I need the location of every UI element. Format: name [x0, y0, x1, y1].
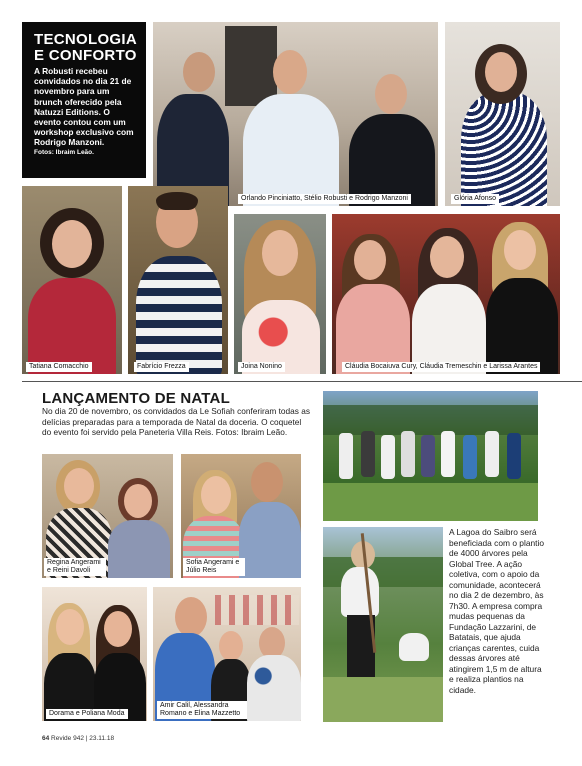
intro-text: A Robusti recebeu convidados no dia 21 de novembro para um brunch oferecido pela Natuzzi Editions. O evento contou com um workshop exclusivo com Rodrigo Manzoni.: [34, 66, 134, 148]
caption: Cláudia Bocaiuva Cury, Cláudia Tremeschin e Larissa Arantes: [342, 362, 540, 372]
caption: Amir Calil, Alessandra Romano e Elina Mazzetto: [157, 701, 247, 719]
photo-gloria: [445, 22, 560, 206]
section-divider: [22, 381, 582, 382]
caption: Tatiana Comacchio: [26, 362, 92, 372]
caption: Sofia Angerami e Júlio Reis: [183, 558, 245, 576]
photo-joina: [234, 214, 326, 374]
intro-box: [22, 22, 146, 178]
issue-date: 23.11.18: [89, 735, 115, 742]
photo-claudia-claudia-larissa: [332, 214, 560, 374]
section-body: No dia 20 de novembro, os convidados da Le Sofiah conferiram todas as delícias preparadas para a temporada de Natal da doceria. O coquetel do evento foi servido pela Paneteria Villa Reis. Fotos: Ibraim Leão.: [42, 406, 310, 438]
page-number: 64: [42, 735, 50, 742]
photo-fabricio: [128, 186, 228, 374]
caption: Glória Afonso: [451, 194, 499, 204]
photo-tatiana: [22, 186, 122, 374]
photo-orlando-stelio-rodrigo: [153, 22, 438, 206]
caption: Orlando Pinciniatto, Stélio Robusti e Rodrigo Manzoni: [238, 194, 411, 204]
lagoa-text: A Lagoa do Saibro será beneficiada com o plantio de 4000 árvores pela Global Tree. A ação coletiva, com o apoio da comunidade, acontecerá no dia 2 de dezembro, às 7h30. A empresa compra mudas pequenas da Fundação Lazzarini, de Batatais, que ajuda crianças carentes, cuida dessas árvores até atingirem 1,5 m de altura e realiza plantios na cidade.: [449, 527, 544, 695]
photo-dorama-poliana: [42, 587, 147, 721]
caption: Fabrício Frezza: [134, 362, 189, 372]
page-footer: [42, 735, 114, 742]
photo-amir-alessandra-elina: [153, 587, 301, 721]
photo-group-planting: [323, 391, 538, 521]
intro-photo-credit: Fotos: Ibraim Leão.: [34, 148, 94, 156]
magazine-name: Revide 942: [51, 735, 84, 742]
caption: Dorama e Poliana Moda: [46, 709, 128, 719]
footer-separator: |: [85, 735, 88, 742]
caption: Joina Nonino: [238, 362, 285, 372]
photo-sofia-julio: [181, 454, 301, 578]
section-title: LANÇAMENTO DE NATAL: [42, 390, 230, 407]
photo-regina-reini: [42, 454, 173, 578]
intro-title: TECNOLOGIA E CONFORTO: [34, 31, 137, 64]
photo-woman-planting: [323, 527, 443, 722]
caption: Regina Angerami e Reini Davoli: [44, 558, 106, 576]
